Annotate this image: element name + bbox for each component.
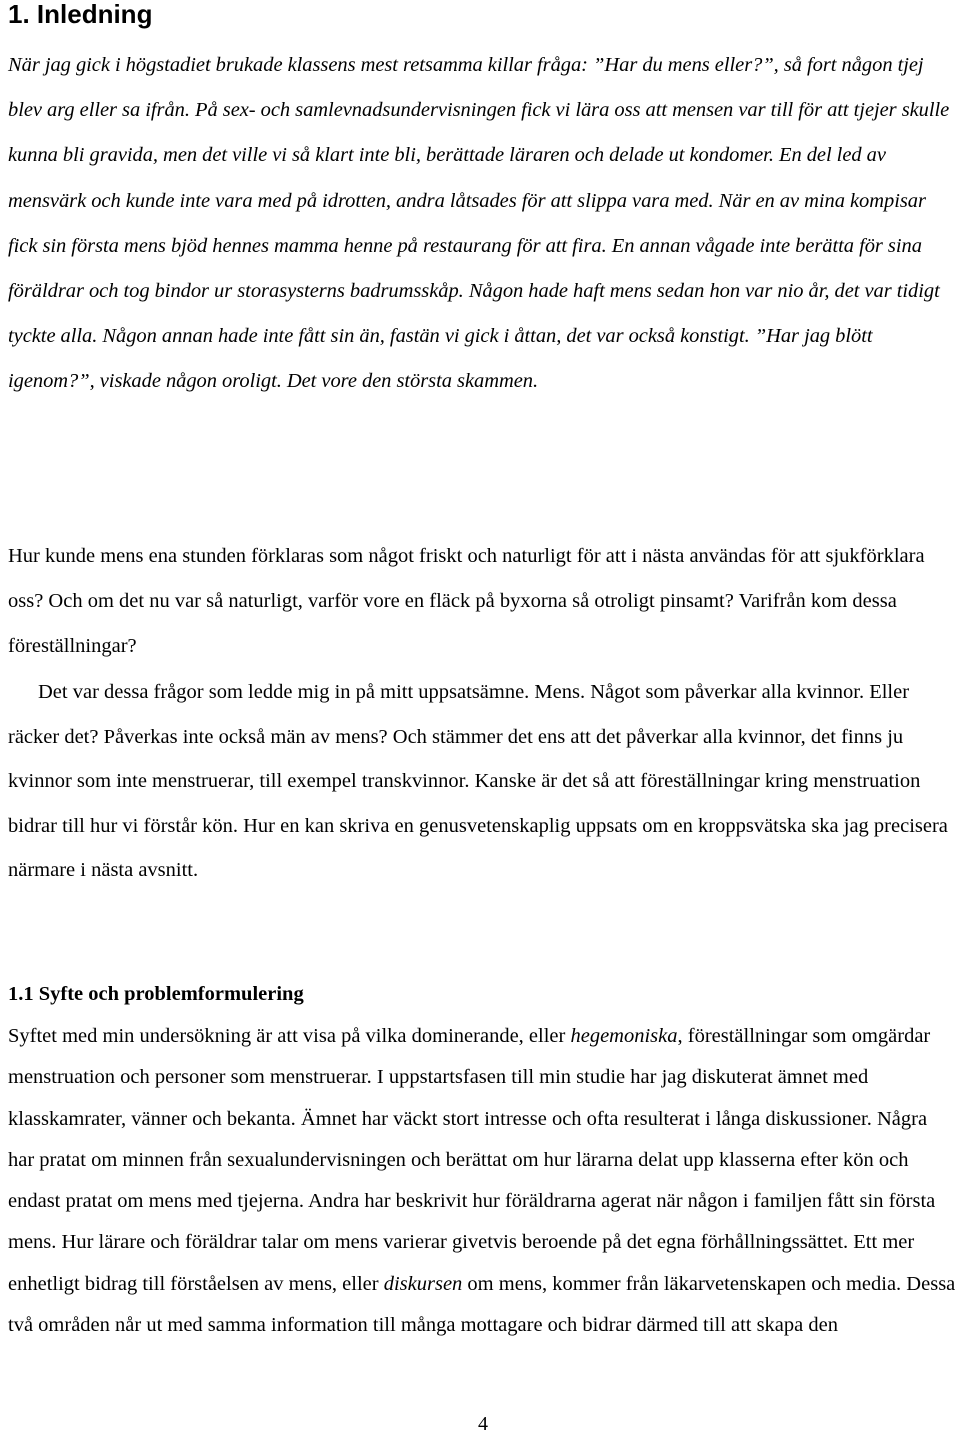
- body-paragraph-topic: [8, 670, 958, 893]
- emphasis-hegemoniska: hegemoniska: [570, 1025, 678, 1047]
- purpose-text-2: , föreställningar som omgärdar menstruation och personer som menstruerar. I uppstartsfasen till min studie har jag diskuterat ämnet med klasskamrater, vänner och bekanta. Ämnet har väckt stort intresse och ofta resulterat i långa diskussioner. Några har pratat om minnen från sexualundervisningen och berättat om hur lärarna delat upp klasserna efter kön och endast pratat om mens med tjejerna. Andra har beskrivit hur föräldrarna agerat när någon i familjen fått sin första mens. Hur lärare och föräldrar talar om mens varierar givetvis beroende på det egna förhållningssättet. Ett mer enhetligt bidrag till förståelsen av mens, eller: [8, 1025, 936, 1295]
- body-paragraph-topic-text: Det var dessa frågor som ledde mig in på mitt uppsatsämne. Mens. Något som påverkar alla kvinnor. Eller räcker det? Påverkas inte också män av mens? Och stämmer det ens att det påverkar alla kvinnor, det finns ju kvinnor som inte menstruerar, till exempel transkvinnor. Kanske är det så att föreställningar kring menstruation bidrar till hur vi förstår kön. Hur en kan skriva en genusvetenskaplig uppsats om en kroppsvätska ska jag precisera närmare i nästa avsnitt.: [8, 681, 948, 881]
- purpose-text-3: om mens, kommer från läkarvetenskapen och media. Dessa två områden når ut med samma information till många mottagare och bidrar därmed till att skapa den: [8, 1272, 956, 1337]
- subsection-heading: 1.1 Syfte och problemformulering: [8, 983, 304, 1005]
- page-number: 4: [478, 1413, 488, 1435]
- emphasis-diskursen: diskursen: [383, 1272, 463, 1295]
- body-paragraph-purpose: [8, 1016, 958, 1346]
- section-heading: 1. Inledning: [8, 0, 153, 29]
- intro-paragraph: När jag gick i högstadiet brukade klassens mest retsamma killar fråga: ”Har du mens eller?”, så fort någon tjej blev arg eller sa ifrån. På sex- och samlevnadsundervisningen fick vi lära oss att mensen var till för att tjejer skulle kunna bli gravida, men det ville vi så klart inte bli, berättade läraren och delade ut kondomer. En del led av mensvärk och kunde inte vara med på idrotten, andra låtsades för att slippa vara med. När en av mina kompisar fick sin första mens bjöd hennes mamma henne på restaurang för att fira. En annan vågade inte berätta för sina föräldrar och tog bindor ur storasysterns badrumsskåp. Någon hade haft mens sedan hon var nio år, det var tidigt tyckte alla. Någon annan hade inte fått sin än, fastän vi gick i åttan, det var också konstigt. ”Har jag blött igenom?”, viskade någon oroligt. Det vore den största skammen.: [8, 54, 950, 393]
- purpose-text-1: Syftet med min undersökning är att visa på vilka dominerande, eller: [8, 1025, 571, 1047]
- body-paragraph-questions: Hur kunde mens ena stunden förklaras som något friskt och naturligt för att i nästa användas för att sjukförklara oss? Och om det nu var så naturligt, varför vore en fläck på byxorna så otroligt pinsamt? Varifrån kom dessa föreställningar?: [8, 545, 925, 657]
